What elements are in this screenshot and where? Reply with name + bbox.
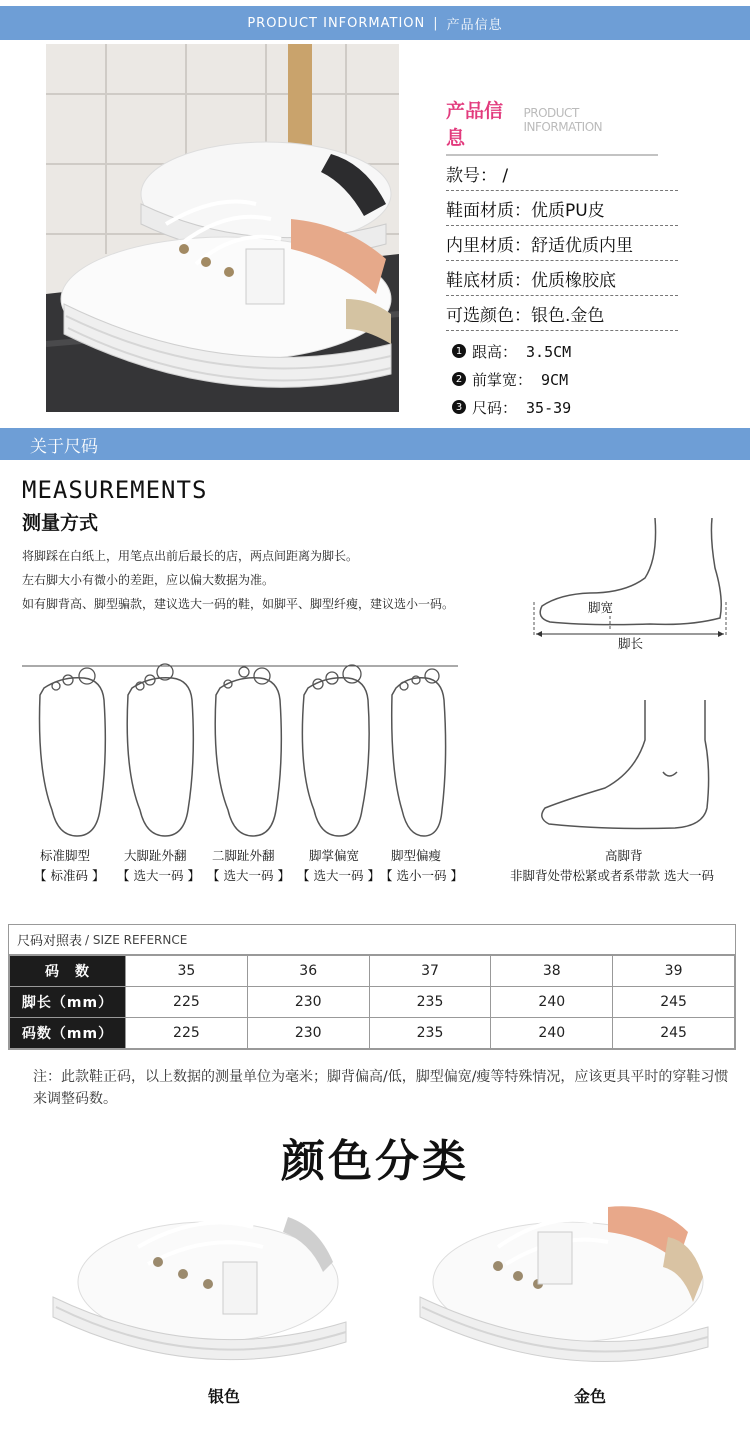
header-separator: | <box>433 15 439 31</box>
high-instep-name: 高脚背 <box>605 848 643 863</box>
size-band-title: 关于尺码 <box>30 436 98 457</box>
foot-type-name: 脚型偏瘦 <box>391 848 442 863</box>
measurement-method-title: 测量方式 <box>22 512 99 534</box>
info-title <box>446 96 658 156</box>
product-photo <box>46 44 399 412</box>
foot-type-name: 大脚趾外翻 <box>124 848 187 863</box>
foot-type-name: 标准脚型 <box>40 848 91 863</box>
measurement-instructions <box>22 544 454 616</box>
info-size-text: 尺码： 35-39 <box>472 398 572 417</box>
size-reference-table <box>8 924 736 1050</box>
foot-type-tip: 【 选小一码 】 <box>380 868 463 883</box>
table-cell: 35 <box>126 956 248 987</box>
table-row <box>10 1018 735 1049</box>
measurements-title: MEASUREMENTS <box>22 476 208 504</box>
instruction-line: 左右脚大小有微小的差距，应以偏大数据为准。 <box>22 573 275 587</box>
info-row-colors: 可选颜色：银色.金色 <box>446 296 678 331</box>
info-forefoot-text: 前掌宽： 9CM <box>472 370 569 389</box>
number-badge: 3 <box>452 400 466 414</box>
table-cell: 235 <box>369 987 491 1018</box>
info-row-lining: 内里材质：舒适优质内里 <box>446 226 678 261</box>
table-cell: 225 <box>126 1018 248 1049</box>
header-en: PRODUCT INFORMATION <box>247 15 426 31</box>
row-header: 码 数 <box>10 956 126 987</box>
table-cell: 245 <box>613 1018 735 1049</box>
table-row <box>10 987 735 1018</box>
high-instep-diagram <box>535 700 715 835</box>
size-note: 注：此款鞋正码，以上数据的测量单位为毫米；脚背偏高/低，脚型偏宽/瘦等特殊情况，应该更具平时的穿鞋习惯来调整码数。 <box>33 1069 729 1107</box>
size-table-header <box>9 925 735 955</box>
header-cn: 产品信息 <box>446 17 503 33</box>
size-table-title-en: / SIZE REFERNCE <box>85 932 188 947</box>
table-row <box>10 956 735 987</box>
row-header: 脚长（mm） <box>10 987 126 1018</box>
instruction-line: 如有脚背高、脚型骗款，建议选大一码的鞋，如脚平、脚型纤瘦，建议选小一码。 <box>22 597 455 611</box>
table-cell: 36 <box>247 956 369 987</box>
high-instep-tip: 非脚背处带松紧或者系带款 选大一码 <box>510 868 714 883</box>
number-badge: 2 <box>452 372 466 386</box>
info-title-cn: 产品信息 <box>446 100 504 149</box>
info-forefoot-width <box>452 365 686 393</box>
gold-shoe-image <box>418 1192 718 1367</box>
foot-width-label: 脚宽 <box>588 600 614 615</box>
info-row-style-no: 款号： / <box>446 156 678 191</box>
product-info-header <box>0 6 750 40</box>
foot-type-name: 脚掌偏宽 <box>309 848 360 863</box>
table-cell: 245 <box>613 987 735 1018</box>
info-heel-height <box>452 337 686 365</box>
table-cell: 230 <box>247 1018 369 1049</box>
size-table-title-cn: 尺码对照表 <box>17 934 83 949</box>
table-cell: 240 <box>491 1018 613 1049</box>
size-table <box>9 955 735 1049</box>
table-cell: 240 <box>491 987 613 1018</box>
foot-type-tip: 【 选大一码 】 <box>207 868 290 883</box>
product-info-panel <box>446 96 686 421</box>
size-section-band <box>0 428 750 460</box>
table-cell: 38 <box>491 956 613 987</box>
foot-type-name: 二脚趾外翻 <box>212 848 275 863</box>
silver-shoe-image <box>48 1192 348 1367</box>
instruction-line: 将脚踩在白纸上，用笔点出前后最长的店，两点间距离为脚长。 <box>22 549 359 563</box>
foot-side-diagram <box>530 518 730 658</box>
color-section-title: 颜色分类 <box>281 1136 469 1187</box>
info-size-range <box>452 393 686 421</box>
number-badge: 1 <box>452 344 466 358</box>
foot-type-tip: 【 选大一码 】 <box>297 868 380 883</box>
info-row-upper: 鞋面材质：优质PU皮 <box>446 191 678 226</box>
table-cell: 230 <box>247 987 369 1018</box>
color-label-silver: 银色 <box>208 1387 241 1406</box>
info-heel-text: 跟高： 3.5CM <box>472 342 572 361</box>
foot-types-diagram <box>22 660 458 840</box>
table-cell: 39 <box>613 956 735 987</box>
table-cell: 37 <box>369 956 491 987</box>
foot-length-label: 脚长 <box>618 636 644 651</box>
info-title-en: PRODUCT INFORMATION <box>523 106 603 134</box>
table-cell: 235 <box>369 1018 491 1049</box>
table-cell: 225 <box>126 987 248 1018</box>
row-header: 码数（mm） <box>10 1018 126 1049</box>
color-label-gold: 金色 <box>574 1387 607 1406</box>
info-row-sole: 鞋底材质：优质橡胶底 <box>446 261 678 296</box>
foot-type-tip: 【 标准码 】 <box>34 868 105 883</box>
foot-type-tip: 【 选大一码 】 <box>117 868 200 883</box>
